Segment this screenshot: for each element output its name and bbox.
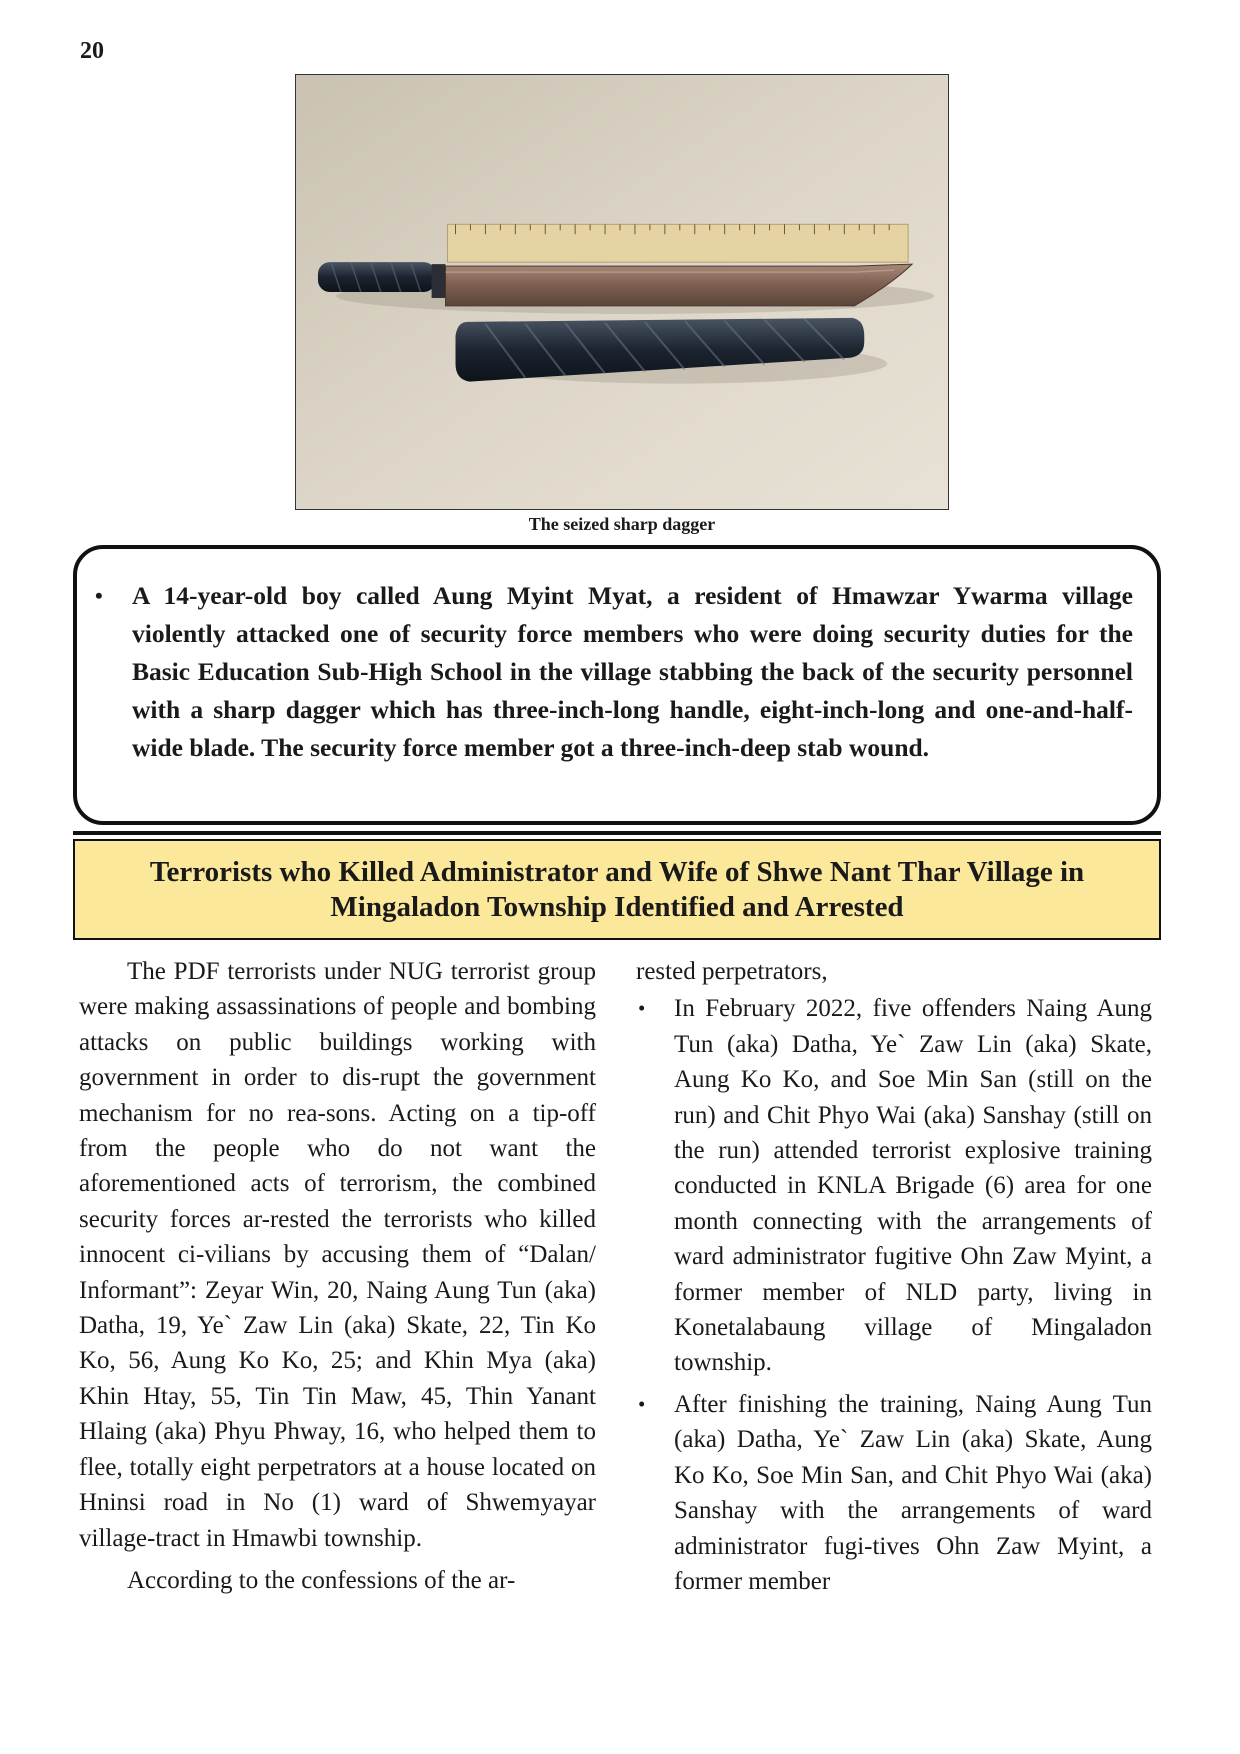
dagger-photo <box>295 74 949 510</box>
article-headline <box>150 855 1084 925</box>
article-headline-box <box>73 839 1161 940</box>
confession-list <box>636 991 1152 1599</box>
photo-caption: The seized sharp dagger <box>528 514 716 534</box>
article-column-right <box>636 954 1152 1605</box>
section-divider <box>73 831 1161 835</box>
ruler <box>448 224 909 262</box>
dagger <box>318 262 934 314</box>
headline-line-2: Mingaladon Township Identified and Arrested <box>330 890 904 923</box>
article-paragraph-continued: rested perpetrators, <box>636 958 828 985</box>
sheath <box>456 318 888 384</box>
incident-callout-box <box>73 545 1161 825</box>
confession-item: • In February 2022, five offenders Naing Aung Tun (aka) Datha, Ye` Zaw Lin (aka) Skate, Aung Ko Ko, and Soe Min San (still on the run) and Chit Phyo Wai (aka) Sanshay (still on the run) attended terrorist explosive training conducted in KNLA Brigade (6) area for one month connecting with the arrangements of ward administrator fugitive Ohn Zaw Myint, a former member of NLD party, living in Konetalabaung village of Mingaladon township. <box>674 991 1152 1380</box>
article-column-left <box>79 954 596 1598</box>
confession-item: • After finishing the training, Naing Aung Tun (aka) Datha, Ye` Zaw Lin (aka) Skate, Aung Ko Ko, Soe Min San, and Chit Phyo Wai (aka) Sanshay with the arrangements of ward administrator fugi-tives Ohn Zaw Myint, a former member <box>674 1387 1152 1599</box>
headline-line-1: Terrorists who Killed Administrator and Wife of Shwe Nant Thar Village in <box>149 855 1085 888</box>
callout-list <box>132 577 1133 767</box>
callout-bullet: • A 14-year-old boy called Aung Myint Myat, a resident of Hmawzar Ywarma village violently attacked one of security force members who were doing security duties for the Basic Education Sub-High School in the village stabbing the back of the security personnel with a sharp dagger which has three-inch-long handle, eight-inch-long and one-and-half-wide blade. The security force member got a three-inch-deep stab wound. <box>132 577 1133 767</box>
page-number: 20 <box>80 38 104 64</box>
dagger-photo-illustration <box>296 75 948 509</box>
article-paragraph: According to the confessions of the ar- <box>127 1566 516 1594</box>
article-paragraph: The PDF terrorists under NUG terrorist group were making assassinations of people and bombing attacks on public buildings working with government in order to dis-rupt the government mechanism for no rea-sons. Acting on a tip-off from the people who do not want the aforementioned acts of terrorism, the combined security forces ar-rested the terrorists who killed innocent ci-vilians by accusing them of “Dalan/ Informant”: Zeyar Win, 20, Naing Aung Tun (aka) Datha, 19, Ye` Zaw Lin (aka) Skate, 22, Tin Ko Ko, 56, Aung Ko Ko, 25; and Khin Mya (aka) Khin Htay, 55, Tin Tin Maw, 45, Thin Yanant Hlaing (aka) Phyu Phway, 16, who helped them to flee, totally eight perpetrators at a house located on Hninsi road in No (1) ward of Shwemyayar village-tract in Hmawbi township. <box>79 958 596 1552</box>
